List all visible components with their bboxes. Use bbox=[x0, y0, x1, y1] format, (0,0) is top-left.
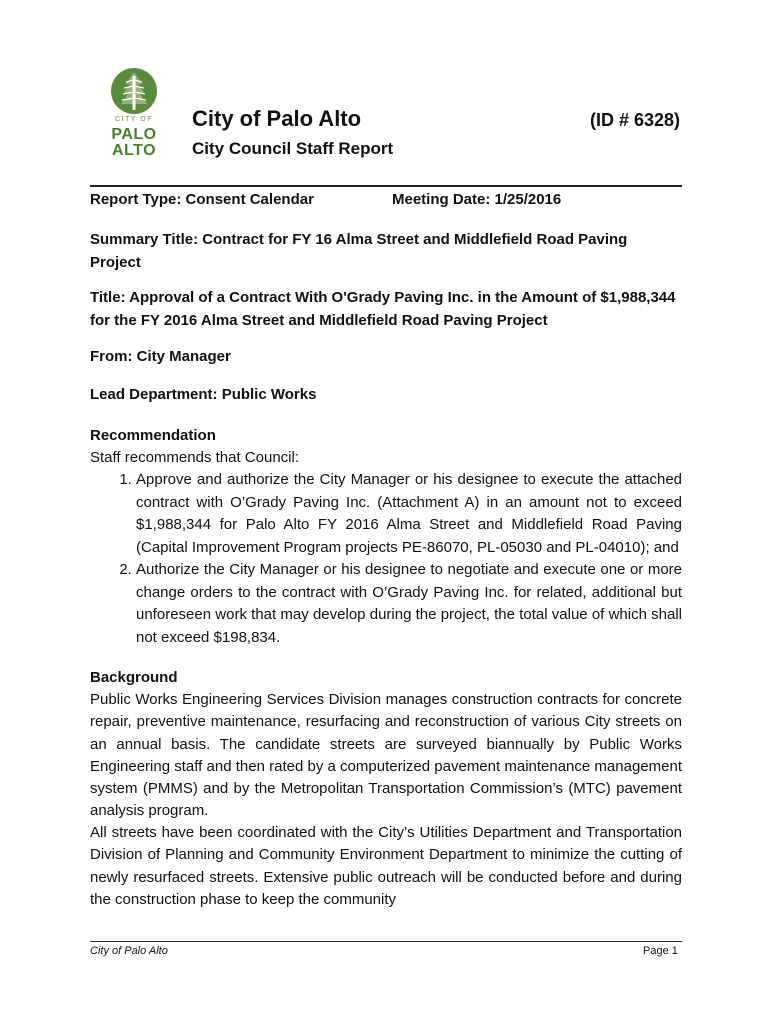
footer-city: City of Palo Alto bbox=[90, 945, 168, 957]
report-type: Report Type: Consent Calendar bbox=[90, 191, 314, 208]
logo-palo: PALO bbox=[111, 126, 157, 143]
header-divider bbox=[90, 185, 682, 187]
recommendation-list bbox=[90, 469, 682, 649]
recommendation-heading: Recommendation bbox=[90, 427, 216, 444]
report-subtitle: City Council Staff Report bbox=[192, 139, 394, 158]
logo-city-of: CITY OF bbox=[115, 116, 153, 123]
meeting-date: Meeting Date: 1/25/2016 bbox=[392, 191, 562, 208]
city-logo bbox=[104, 66, 164, 162]
page-title: City of Palo Alto bbox=[192, 106, 362, 131]
logo-alto: ALTO bbox=[111, 142, 157, 159]
list-item: 1. Approve and authorize the City Manager or his designee to execute the attached contract with O’Grady Paving Inc. (Attachment A) in an amount not to exceed $1,988,344 for Palo Alto FY 2016 Alma Street and Middlefield Road Paving (Capital Improvement Program projects PE-86070, PL-05030 and PL-04010); and bbox=[136, 469, 682, 559]
redwood-tree-icon bbox=[104, 66, 164, 116]
list-item: 2. Authorize the City Manager or his designee to negotiate and execute one or more change orders to the contract with O’Grady Paving Inc. for related, additional but unforeseen work that may develop during the project, the total value of which shall not exceed $198,834. bbox=[136, 559, 682, 649]
recommendation-intro: Staff recommends that Council: bbox=[90, 449, 299, 466]
from-line: From: City Manager bbox=[90, 348, 231, 365]
background-heading: Background bbox=[90, 669, 178, 686]
background-paragraph: Public Works Engineering Services Division manages construction contracts for concrete repair, preventive maintenance, resurfacing and reconstruction of various City streets on an annual basis. The candidate streets are surveyed biannually by Public Works Engineering staff and then rated by a computerized pavement maintenance management system (PMMS) and by the Metropolitan Transportation Commission’s (MTC) pavement analysis program. bbox=[90, 691, 682, 820]
footer-divider bbox=[90, 941, 682, 942]
page-number: Page 1 bbox=[643, 945, 678, 957]
lead-department: Lead Department: Public Works bbox=[90, 386, 317, 403]
summary-title: Summary Title: Contract for FY 16 Alma Street and Middlefield Road Paving Project bbox=[90, 231, 628, 271]
background-paragraph: All streets have been coordinated with the City’s Utilities Department and Transportation Division of Planning and Community Environment Department to minimize the cutting of newly resurfaced streets. Extensive public outreach will be conducted before and during the construction phase to keep the community bbox=[90, 824, 682, 908]
report-id: (ID # 6328) bbox=[590, 110, 681, 130]
report-title: Title: Approval of a Contract With O'Grady Paving Inc. in the Amount of $1,988,344 for the FY 2016 Alma Street and Middlefield Road Paving Project bbox=[90, 289, 676, 329]
